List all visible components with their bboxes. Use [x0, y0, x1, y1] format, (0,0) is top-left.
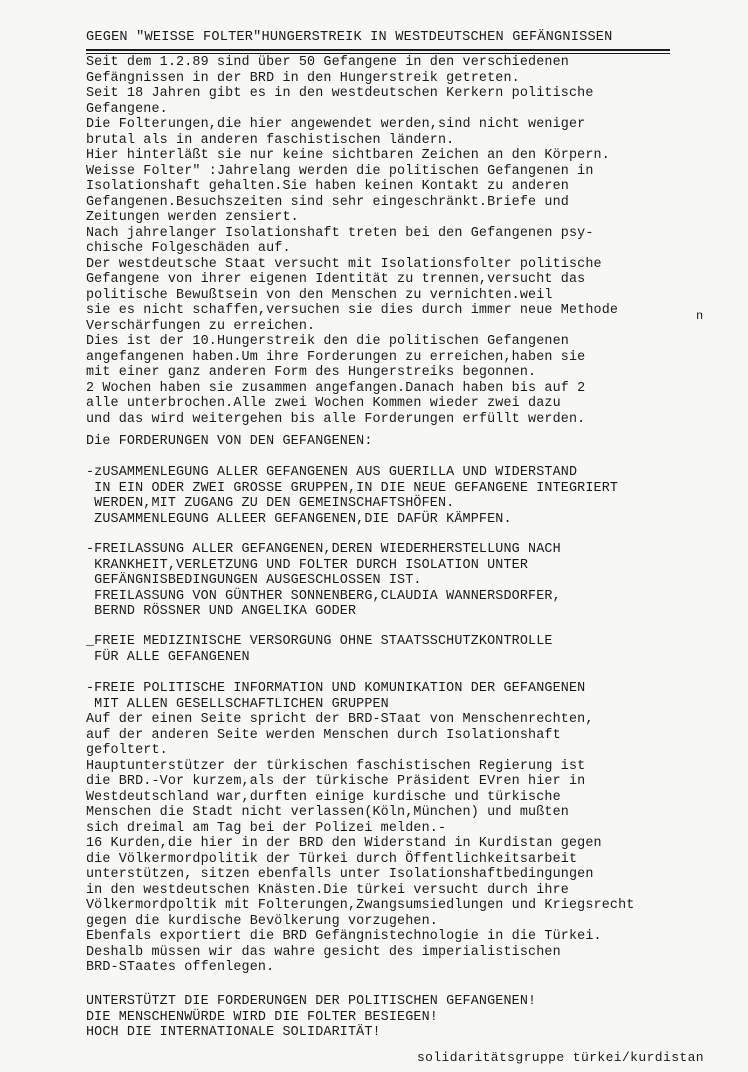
text-line: Die FORDERUNGEN VON DEN GEFANGENEN: [86, 434, 373, 449]
demand-medizin [86, 634, 706, 665]
closing-slogans [86, 994, 706, 1041]
text-line: die Völkermordpolitik der Türkei durch Öffentlichkeitsarbeit [86, 851, 578, 867]
text-line: unterstützen, sitzen ebenfalls unter Isolationshaftbedingungen [86, 867, 594, 882]
text-line: _FREIE MEDIZINISCHE VERSORGUNG OHNE STAATSSCHUTZKONTROLLE [86, 634, 553, 649]
text-line: Hier hinterläßt sie nur keine sichtbaren Zeichen an den Körpern. [86, 148, 610, 163]
intro-paragraph [86, 55, 706, 427]
demand-information-and-text [86, 681, 706, 976]
text-line: HOCH DIE INTERNATIONALE SOLIDARITÄT! [86, 1025, 381, 1040]
text-line: Gefängnissen in der BRD in den Hungerstreik getreten. [86, 70, 520, 86]
text-line: mit einer ganz anderen Form des Hungerstreiks begonnen. [86, 365, 537, 380]
text-line: BRD-STaates offenlegen. [86, 960, 275, 975]
text-line: brutal als in anderen faschistischen ländern. [86, 132, 455, 148]
document-title: GEGEN "WEISSE FOLTER"HUNGERSTREIK IN WESTDEUTSCHEN GEFÄNGNISSEN [86, 30, 613, 45]
text-line: IN EIN ODER ZWEI GROSSE GRUPPEN,IN DIE NEUE GEFANGENE INTEGRIERT [86, 480, 619, 496]
text-line: BERND RÖSSNER UND ANGELIKA GODER [86, 604, 357, 619]
demands-heading [86, 434, 706, 450]
text-line: Isolationshaft gehalten.Sie haben keinen Kontakt zu anderen [86, 179, 569, 194]
text-line: Hauptunterstützer der türkischen faschistischen Regierung ist [86, 758, 586, 774]
text-line: Auf der einen Seite spricht der BRD-STaat von Menschenrechten, [86, 712, 594, 727]
title-underline-thin [86, 53, 670, 54]
text-line: Seit dem 1.2.89 sind über 50 Gefangene in den verschiedenen [86, 55, 569, 70]
text-line: Menschen die Stadt nicht verlassen(Köln,München) und mußten [86, 805, 569, 820]
text-line: die BRD.-Vor kurzem,als der türkische Präsident EVren hier in [86, 774, 586, 789]
text-line: GEFÄNGNISBEDINGUNGEN AUSGESCHLOSSEN IST. [86, 573, 422, 588]
demand-freilassung [86, 542, 706, 620]
text-line: FREILASSUNG VON GÜNTHER SONNENBERG,CLAUDIA WANNERSDORFER, [86, 588, 561, 604]
text-line: 16 Kurden,die hier in der BRD den Widerstand in Kurdistan gegen [86, 836, 602, 851]
text-line: Gefangenen.Besuchszeiten sind sehr eingeschränkt.Briefe und [86, 194, 569, 210]
text-line: DIE MENSCHENWÜRDE WIRD DIE FOLTER BESIEGEN! [86, 1009, 438, 1025]
text-line: Weisse Folter" :Jahrelang werden die politischen Gefangenen in [86, 163, 594, 179]
text-line: gefoltert. [86, 743, 168, 758]
text-line: Seit 18 Jahren gibt es in den westdeutschen Kerkern politische [86, 86, 594, 101]
text-line: politische Bewußtsein von den Menschen zu vernichten.weil [86, 287, 553, 303]
text-line: angefangenen haben.Um ihre Forderungen zu erreichen,haben sie [86, 349, 586, 365]
text-line: Verschärfungen zu erreichen. [86, 318, 316, 334]
text-line: Dies ist der 10.Hungerstreik den die politischen Gefangenen [86, 334, 569, 349]
text-line: in den westdeutschen Knästen.Die türkei versucht durch ihre [86, 882, 569, 898]
text-line: chische Folgeschäden auf. [86, 241, 291, 256]
text-line: -FREIE POLITISCHE INFORMATION UND KOMUNIKATION DER GEFANGENEN [86, 681, 586, 696]
text-line: sie es nicht schaffen,versuchen sie dies durch immer neue Methode [86, 303, 619, 318]
text-line: alle unterbrochen.Alle zwei Wochen Kommen wieder zwei dazu [86, 396, 561, 411]
text-line: Der westdeutsche Staat versucht mit Isolationsfolter politische [86, 256, 602, 272]
text-line: ZUSAMMENLEGUNG ALLEER GEFANGENEN,DIE DAFÜR KÄMPFEN. [86, 511, 512, 527]
text-line: Deshalb müssen wir das wahre gesicht des imperialistischen [86, 944, 561, 960]
text-line: Gefangene. [86, 101, 168, 117]
text-line: KRANKHEIT,VERLETZUNG UND FOLTER DURCH ISOLATION UNTER [86, 557, 529, 573]
text-line: Gefangene von ihrer eigenen Identität zu trennen,versucht das [86, 272, 586, 287]
text-line: Völkermordpoltik mit Folterungen,Zwangsumsiedlungen und Kriegsrecht [86, 898, 635, 913]
text-line: auf der anderen Seite werden Menschen durch Isolationshaft [86, 727, 561, 743]
stray-character: n [696, 309, 704, 323]
text-line: MIT ALLEN GESELLSCHAFTLICHEN GRUPPEN [86, 696, 389, 712]
text-line: UNTERSTÜTZT DIE FORDERUNGEN DER POLITISCHEN GEFANGENEN! [86, 994, 537, 1009]
text-line: gegen die kurdische Bevölkerung vorzugehen. [86, 913, 438, 929]
text-line: Westdeutschland war,durften einige kurdische und türkische [86, 789, 561, 805]
title-underline [86, 49, 670, 51]
text-line: FÜR ALLE GEFANGENEN [86, 649, 250, 665]
text-line: 2 Wochen haben sie zusammen angefangen.Danach haben bis auf 2 [86, 380, 586, 396]
signature-footer: solidaritätsgruppe türkei/kurdistan [416, 1050, 704, 1065]
demand-zusammenlegung [86, 465, 706, 527]
text-line: Zeitungen werden zensiert. [86, 210, 299, 225]
text-line: sich dreimal am Tag bei der Polizei melden.- [86, 820, 447, 836]
text-line: Ebenfals exportiert die BRD Gefängnistechnologie in die Türkei. [86, 929, 602, 944]
text-line: Nach jahrelanger Isolationshaft treten bei den Gefangenen psy- [86, 225, 594, 241]
text-line: Die Folterungen,die hier angewendet werden,sind nicht weniger [86, 117, 586, 132]
text-line: -zUSAMMENLEGUNG ALLER GEFANGENEN AUS GUERILLA UND WIDERSTAND [86, 465, 578, 480]
text-line: -FREILASSUNG ALLER GEFANGENEN,DEREN WIEDERHERSTELLUNG NACH [86, 542, 561, 557]
text-line: und das wird weitergehen bis alle Forderungen erfüllt werden. [86, 411, 586, 427]
text-line: WERDEN,MIT ZUGANG ZU DEN GEMEINSCHAFTSHÖFEN. [86, 496, 455, 511]
